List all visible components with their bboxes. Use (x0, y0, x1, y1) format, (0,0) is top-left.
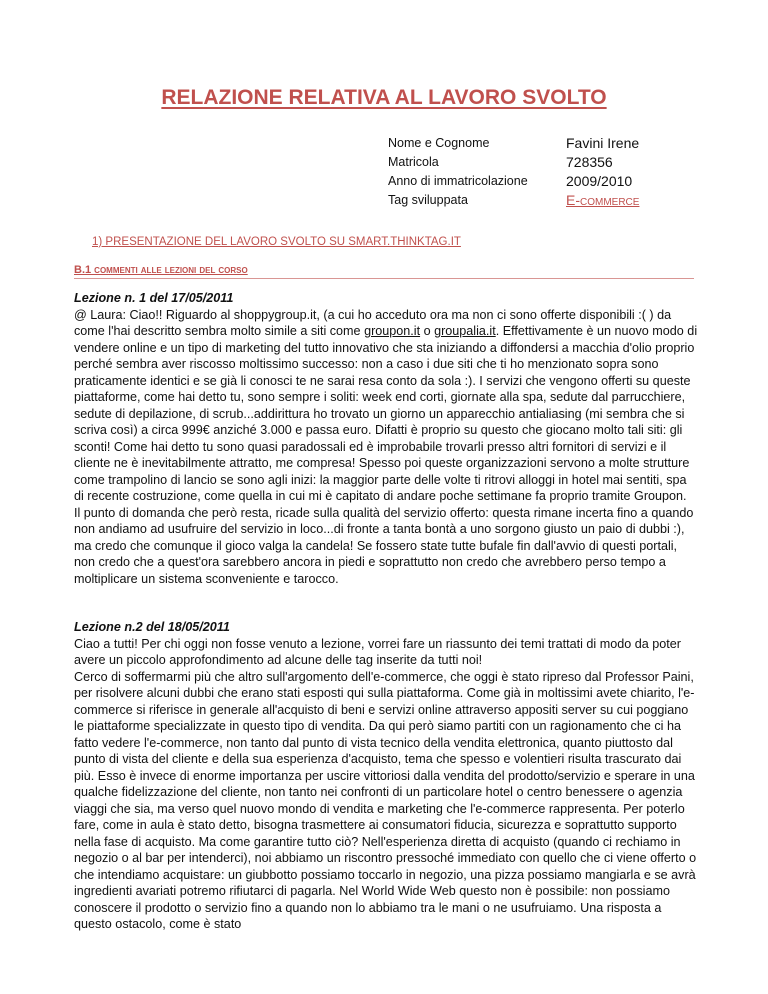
groupon-link[interactable]: groupon.it (364, 324, 421, 338)
paragraph-text: @ Laura: Ciao!! Riguardo al shoppygroup.it, (a cui ho acceduto ora ma non ci sono offerte disponibili :( ) da come l'hai descritto sembra molto simile a siti come (74, 307, 672, 338)
subsection-rule (74, 278, 694, 279)
lesson-heading: Lezione n.2 del 18/05/2011 (74, 620, 230, 634)
lesson-paragraph: Il punto di domanda che però resta, ricade sulla qualità del servizio offerto: questa rimane incerta fino a quando non andiamo ad usufruire del servizio in loco...di fronte a tanta bontà a uno sorgono giusto un paio di dubbi :), ma credo che comunque il gioco valga la candela! Se fossero state tutte bufale fin dall'avvio di questi portali, non credo che a quest'ora sarebbero ancora in piedi e soprattutto non credo che avrebbero perso tempo a moltiplicare un sistema sconveniente e tarocco. (74, 505, 694, 586)
lesson-paragraph: Ciao a tutti! Per chi oggi non fosse venuto a lezione, vorrei fare un riassunto dei temi trattati di modo da poter avere un piccolo approfondimento ad alcune delle tag inserite da tutti noi! (74, 636, 681, 667)
lesson-1 (74, 290, 698, 587)
info-label: Tag sviluppata (388, 193, 468, 207)
info-row-name (388, 134, 639, 153)
paragraph-text: o (420, 324, 435, 338)
info-value: 2009/2010 (566, 173, 633, 189)
groupalia-link[interactable]: groupalia.it (434, 324, 496, 338)
tag-link[interactable]: E-commerce (566, 192, 640, 208)
lesson-2 (74, 619, 698, 933)
lesson-paragraph (74, 307, 698, 505)
info-label: Anno di immatricolazione (388, 174, 528, 188)
info-label: Matricola (388, 155, 439, 169)
student-info-table (388, 134, 639, 210)
page-title: RELAZIONE RELATIVA AL LAVORO SVOLTO (161, 86, 607, 109)
paragraph-text: . Effettivamente è un nuovo modo di vendere online e un tipo di marketing del tutto innovativo che sta iniziando a diffondersi a macchia d'olio proprio perché sembra aver riscosso moltissimo successo: non a caso i due siti che ti ho menzionato sopra sono praticamente identici e se già li conosci te ne sarai resa conto da sola :). I servizi che vengono offerti su queste piattaforme, come hai detto tu, sono sempre i soliti: week end corti, giornate alla spa, sedute dal parrucchiere, sedute di depilazione, di scrub...addirittura ho trovato un giorno un apparecchio antialiasing (mi sembra che si scriva così) a circa 999€ anziché 3.000 e passa euro. Difatti è proprio su questo che giocano molto tali siti: gli sconti! Come hai detto tu sono quasi paradossali ed è improbabile trovarli presso altri fornitori di servizi e il cliente ne è inevitabilmente attratto, me compresa! Spesso poi queste organizzazioni servono a molte strutture come trampolino di lancio se sono agli inizi: la maggior parte delle volte ti ritrovi alloggi in hotel mai sentiti, spa di recente costruzione, come quella in cui mi è capitato di andare poche settimane fa proprio tramite Groupon. (74, 324, 698, 503)
section-heading: 1) PRESENTAZIONE DEL LAVORO SVOLTO SU SMART.THINKTAG.IT (92, 236, 461, 248)
info-value: Favini Irene (566, 135, 640, 151)
info-row-year (388, 172, 639, 191)
info-value: 728356 (566, 154, 613, 170)
lesson-heading: Lezione n. 1 del 17/05/2011 (74, 291, 234, 305)
info-row-matricola (388, 153, 639, 172)
lesson-paragraph: Cerco di soffermarmi più che altro sull'argomento dell'e-commerce, che oggi è stato ripreso dal Professor Paini, per risolvere alcuni dubbi che erano stati esposti qui sulla piattaforma. Come già in moltissimi avete chiarito, l'e-commerce si riferisce in generale all'acquisto di beni e servizi online attraverso appositi server su cui poggiano le piattaforme specializzate in questo tipo di vendita. Da qui però siamo partiti con un ragionamento che ci ha fatto vedere l'e-commerce, non tanto dal punto di vista tecnico della vendita elettronica, quanto piuttosto dal punto di vista del cliente e della sua esperienza d'acquisto, tema che spesso e volentieri risulta trascurato dai più. Esso è invece di enorme importanza per uscire vittoriosi dalla vendita del prodotto/servizio e sperare in una qualche fidelizzazione del cliente, non tanto nei confronti di un particolare hotel o centro benessere o agenzia viaggi che sia, ma verso quel nuovo mondo di vendita e marketing che l'e-commerce rappresenta. Per poterlo fare, come in aula è stato detto, bisogna trasmettere ai consumatori fiducia, sicurezza e soprattutto supporto nella fase di acquisto. Ma come garantire tutto ciò? Nell'esperienza diretta di acquisto (quando ci rechiamo in negozio o al bar per intenderci), noi abbiamo un riscontro pressoché immediato con quello che ci viene offerto o che intendiamo acquistare: un giubbotto possiamo toccarlo in negozio, una pizza possiamo mangiarla e se avrà ingredienti avariati potremo rifiutarci di pagarla. Nel World Wide Web questo non è possibile: non possiamo conoscere il prodotto o servizio fino a quando non lo abbiamo tra le mani o ne usufruiamo. Una risposta a questo ostacolo, come è stato (74, 669, 697, 931)
info-row-tag (388, 191, 639, 210)
info-label: Nome e Cognome (388, 136, 490, 150)
subsection-heading: B.1 commenti alle lezioni del corso (74, 264, 248, 276)
